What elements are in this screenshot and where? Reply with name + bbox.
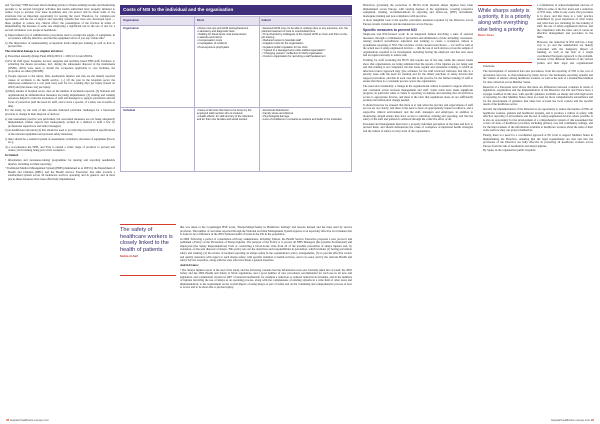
article-column-4 [483,4,593,414]
paragraph: Personnel and management must have a properly informed perception of the risks and how to prevent them, and should demonstrate the value of workplace occupational health strategies and the culture of safety at every level of the organisation. [363,121,473,133]
paragraph: • The Sharps Injuries report at the end of the study, and the following contents that the information were also formally taken into account: the 2005 Safety and the 2004 Health and Safety at Work regulations, and a good number of new procedures recommended for such use in all new and legislation, and a ministerial circular in 2007 of national needlestick; for example a reduction or reduced reduction in incidents, and in the numbers of injuries involving the use of sharps as an operating process, along with the completeness of existing systems in a wide field of other areas and implementation; to the requirement on the overall impact of using sharps as part of safety and on the continuing and comprehensive process of how to avoid, and to be most able to prevent injury. [180,267,352,290]
paragraph: By Spain, in the organisation public hospitals [483,148,536,153]
article-column-1 [5,4,115,414]
bullet-item: a) Prescribed annually (Kings Fund 2004) 2001/2 = 2001/12/14 and 2003/4. [5,53,93,58]
bullet-item: d) a re-evaluation the NHS, and SSA to extend a wider range of products to prevent and reduce; such training being part of the workplace. [5,144,115,153]
paragraph: Training for staff, including the HCW that require use of the risk, while the current trends show that organisations are being reminded that the reports of the injuries are not being sent and that training is not completed. On that basis, regular and systematic training, to which an infection-control approach may give evidence for the staff involved, indicates that this is a priority issue with the need for training and for the timely purchase of safety devices that support prevention, and that in each case this is the practice for the further training of staff to ensure that there is a consistent process across the organisation. [363,57,473,84]
paragraph: Directives governing the protection of HCWs from medical sharps injuries have been implemented across Europe, with varying degrees of the regulations, covering protective equipment, training, recommendations in reporting and follow-up, (PEP) recruitment, inadequate training and non-compliance with practices. [363,4,473,18]
page-footer [0,417,600,424]
table-row [121,26,352,108]
paragraph: The need and consistently: a change in the organisational culture is needed to support effective and consistent action between management and staff. Some trusts have made significant progress; in particular when it comes to reporting on injuries and ensuring that all staff have access to appropriate devices, and there is the view that regulations alone do not sufficiently promote the behavioural change needed. [363,84,473,103]
pull-quote-text: While sharps safety is a priority, it is a priority along with everything else being a priority [478,8,531,33]
table-header-cell: Organisation [121,17,195,26]
quote-spacer [483,4,537,64]
table-row [121,108,352,172]
pull-quote [120,224,176,276]
paragraph: b) The importance of understanding occupations levels employee training as well as how to prevent this. [5,40,115,49]
journal-name: hospital healthcare europe.com [9,418,49,422]
paragraph: In 2006 'following a period of consultation with key stakeholders, including Unison, the Health Service Executive proposed a new protocol and published a Policy on the Prevention of Sharps Injuries. The purpose of the Policy is to protect all NHS Managers (the possible Professional) and employees (the Safety Representatives) from or contracting a blood-borne virus from all of the possible prevention of sharps injuries and, by extension, on the safe disposal of sharps. This policy sets out the objectives and responsibilities in prevention, which includes (1) having prevention safety and training, (2) the review of incident reporting on sharps safety in the organisation's policy arrangements, (3) to provide effective review and quality assurance with aspect to such sharps safety, with specific attention to health services, and to be used, and by the relevant Health and safety Service executive, along with the ones who have made a general expertise. [180,236,352,263]
journal-name: hospital healthcare europe.com [551,418,591,422]
article-column-2 [180,226,352,414]
table-cell: Organisation [121,26,195,108]
paragraph: a) Improvement (to) of administrative procedures used to prompt the supply of equipment, in accordance with the directive, and that the equipment above if you any violate this? [5,32,115,41]
paragraph: A more insightful look at the specific preventive measures required by the Directive across Europe reveals variations and inconsistencies across Europe. [363,18,473,26]
bullet-item: • Information and awareness-raising programmes for nursing and reporting needlestick injuries, including accident reporting; [5,157,115,166]
bullet-item: b) For all staff types: hospitals, doctors' surgeries and ancillary-based NHS staff. Evidence to achieving the means procedure, incl. during the subsequent disposal of the instruments (OSHA, 2001) were used, to model the occupation applicable to care facilities, the proportion on others (NIOSH). [5,58,115,74]
table-header-cell: Direct [194,17,259,26]
bullet-item: a) risk assessment practice was performed, but associated measures are not being adequately implemented, further aspects that inadequately worked in a method to hold a few by professional supervisors and senior managers; [5,116,115,128]
table-header-row [121,17,352,26]
paragraph: this was taken at the Copenhagen HSE event, 'Sharps/Sharps/Safety in Healthcare Settings' and lessons learned and the risks used by service provision. The number of outcomes reported through the National Accident Management System appears at an especially effective local manner that is found to be a difference in the 2001 National Audit of trusts in the UK in the population. [180,226,352,237]
pull-quote-text: The safety of healthcare workers is closely linked to the health of patients [120,227,173,254]
paragraph: a combination of acknowledgement and use of SEDs in some of the five trusts and a reduction of NSI rates, while in any event, that procedure is in place, and that there is a 'safe' practice established by good experience of what works and what does not, including for the training of staff, the use of safety-engineered devices, and the compliance with the rules, and of course an effective management and procedure in the NHS. [537,4,593,39]
page-number: 29 [590,418,594,422]
bullet-item: • Traditional Medical Management System (HMS) maintained as at 2003 by the Department of Health and Children (DHC) and the Health Service Executive; this aims towards a standardised system across all healthcare services operating and in general, and in most places these measures have been effectively implemented. [5,166,115,181]
paragraph: It should however be stressed that there is at risk when the practice and expectations of staff are not set out clearly; and there is the need to have an appropriately trained workforce, and a supportive clinical environment; and the staff, managers and employers, in addition to monitoring, should ensure they have access to education, training and reporting, and that the safety of the staff and patients is achieved through the collective effort of all. [363,102,473,122]
table-cell: Individual [121,108,195,172]
paragraph-heading: The structural damage is as singular aid above: [5,49,64,54]
table-title: Costs of NSI to the individual and the organisation [120,5,352,15]
table-header-cell: Indirect [259,17,351,26]
bullet-item: d) Many studies of hospital sector, data on the number of incidents reported, (2) National and organisational & administration measures are being implemented, (3) training and training resources helped to train the awareness of staff and managers to support prevention and the focus of protection (and the need for staff, and to have a special, of a kind, was in terms of this). [5,89,115,108]
paragraph: and "sporting" NHS has been shown making private to fitness-training became and monitoring prevails to be several biological activities that health authorities have properly initiated to reduce ways to prevent, how lease in-patients and, can protect and be about some of the structures that an important opportunity for sparing the ward. Therefore, for complex-rate specialities, and the use of support and reporting systems that were also developed upon — these gadgets to reduce any clinical effort; the presumption of the fraction in terms of implementing the measure at some rate employing a significant test in the use of rest for a second circulation over people in healthcare. [5,4,115,32]
bullet-item: b) an insufficient allocation (£) that should be used to provide improved medical specifications of the relevant equipment and personal safety measures; [5,128,115,136]
bullet-item: c) People exposed to the injury, falls, needlestick injuries and risk are the mainly reported causes of accidents to the health service. [...] Of the year in the hospitals sector the employees estimated as a cost (and loss) total for two working days per injury (based on 2003) and (the mean cost) per injury. [5,73,115,89]
paragraph: For the study, by the total of this outcome indicated particular challenges for a functional practices to change in their disposal of devices: [5,108,115,116]
footer-right [551,417,594,424]
table-cell: • Emotional disturbance • Family stress and distress • Psychological damage • Loss of confidence in contacts as workers and belief in the institution [259,108,351,172]
footer-left [6,417,49,424]
paragraph: Overall, the implementation of the Directive is an opportunity to reduce the burden of NSIs on healthcare workers, patients and healthcare systems, and to promote a culture of safety, with effective reporting of all incidents and the use of safety-engineered devices where possible. It is also an opportunity for the development of a comprehensive system of risk assessment that covers all areas of healthcare provision, including primary care and community settings, and for the improvement of the information available to healthcare workers about the risks of their work and how they can protect themselves. [483,107,593,133]
table-cell: • Above-cost ops and HCW testing/treatment • Laboratory and diagnostic tests • Staffing for blood-borne viral transmission • Lawsuits and claims • Compensation costs • Investigation of incidents • Post-exposure prophylaxis [194,26,259,108]
pull-quote-author: Delon Alves [478,32,494,37]
table-cell: • Name of all costs that have to be borne by the employed staff member who is involved • Health effects: for staff and any of the infections and for their own families and social context [194,108,259,172]
paragraph: However, the reduction in NSI still has a long way to go and the stakeholders are mainly concerned with the budgetary impact of funding, as well as the lack of a single coordinated European approach to the problem, because of the different interests of the various parties and their legal and organisational structures. [483,39,593,69]
cost-table [120,16,352,172]
page-number: 28 [6,418,10,422]
paragraph: Research at a European level shows that there are differences between countries in terms of legislation, organisation and the implementation of the Directive; the UK and France have a stronger tradition in this area, with specific guidance available on sharps and with high levels of reporting. In other Member States, there is a need for more comprehensive surveillance and for the development of guidance that takes into account the local context and the specific needs of the healthcare sector. [483,84,593,107]
paragraph: The development of statistical data and procedures, from the reporting of NSI to the cost of prevention and care, is often hindered by many factors: the inadequate reporting systems and the 'culture of silence' among healthcare workers, as well as the lack of a standardised method for data collection across Member States. [483,69,593,84]
bullet-item: c) there should be a standard system of assessment; evaluation, the mean of equipment (blood, etc.); [5,136,115,145]
paragraph-heading: And in France: [180,262,199,267]
paragraph: Finally, there is a need for a coordinated approach at EU level to support Member States in implementing the Directive, ensuring that the legal requirements are met and that the provisions of the Directive are fully effective in protecting all healthcare workers across Europe from the risk of needlestick and sharps injuries. [483,133,593,148]
table-cell: • Exposed HCW may not be able to undergo duty or any exposure, incl. the planned treatment of care or unscheduled time • Time diverted by colleagues of the injured HCW to cover and their on-the-job training • Reduced output to hospitals staff • Litigation costs for the organisation • Impaired public reputation for the clinic • "Injured to a damaged and under-staffed organisation" • "Changing careers" ineffective for NHS organisation • Costs to organisation for recruiting a staff replacement [259,26,351,108]
paragraph: Single-use and NSI-focused work: In an integrated fashion involving a suite of selected measures, through a combination of prevention and elimination of risk; including: awareness-raising; medical surveillance; education and training; to create a workplace culture to systematise reporting of NSI. The overview of this current trend shows — for staff as well as the actual use of safety-engineered devices — that the use of such devices across the sample of organisations required to be investigated, including having the employer and that new users had an urgent necessity to reduce risk. [363,31,473,58]
pull-quote-author: Nabila Al-Saif [120,253,138,258]
section-heading: Specific measures to prevent NSI [363,27,417,32]
paragraph-heading: In Ireland: [5,153,19,158]
article-column-3 [363,4,473,414]
